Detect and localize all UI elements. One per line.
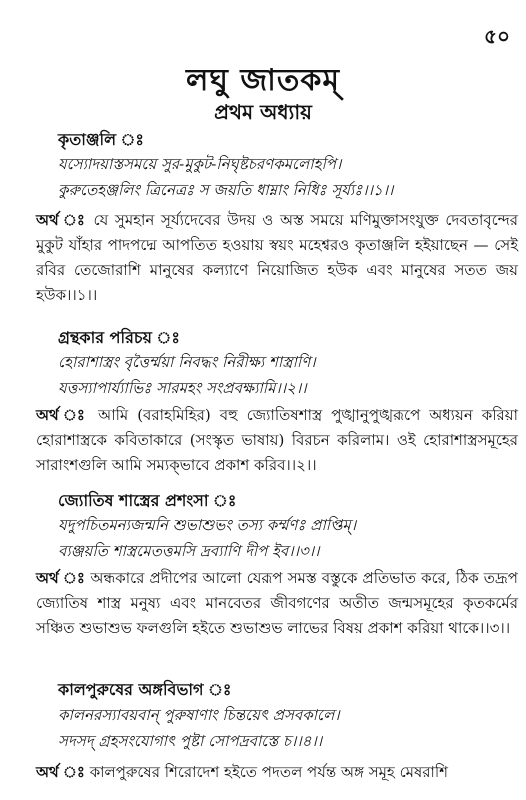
section-heading: জ্যোতিষ শাস্ত্রের প্রশংসা ঃ (58, 491, 237, 510)
meaning-text: আমি (বরাহমিহির) বহু জ্যোতিষশাস্ত্র পুঙ্খানুপুঙ্খরূপে অধ্যয়ন করিয়া হোরাশাস্ত্রকে কবিতাকারে (সংস্কৃত ভাষায়) বিরচন করিলাম। ওই হোরাশাস্ত্রসমূহের সারাংশগুলি আমি সম্যক্‌ভাবে প্রকাশ করিব।।২।। (36, 406, 518, 474)
sanskrit-verse (58, 702, 518, 754)
verse-line: কালনরস্যাবয়বান্ পুরুষাণাং চিন্তয়েৎ প্রসবকালে। (58, 706, 340, 724)
meaning-label: অর্থ ঃ (36, 406, 90, 424)
page-number: ৫০ (484, 24, 510, 48)
verse-line: যদুপচিতমন্যজন্মনি শুভাশুভং তস্য কর্ম্মণঃ প্রাপ্তিম্। (58, 516, 357, 534)
meaning-paragraph (36, 566, 518, 641)
meaning-text: যে সুমহান সূর্য্যদেবের উদয় ও অস্ত সময়ে মণিমুক্তাসংযুক্ত দেবতাবৃন্দের মুকুট যাঁহার পাদপদ্মে আপতিত হওয়ায় স্বয়ং মহেশ্বরও কৃতাঞ্জলি হইয়াছেন — সেই রবির তেজোরাশি মানুষের কল্যাণে নিয়োজিত হউক এবং মানুষের সতত জয় হউক।।১।। (36, 211, 518, 304)
page-title: লঘু জাতকম্ (185, 63, 341, 98)
meaning-label: অর্থ ঃ (36, 569, 86, 587)
verse-line: যস্যোদয়াস্তসময়ে সুর-মুকুট-নিঘৃষ্টচরণকমলোহপি। (58, 155, 342, 173)
section-heading: কৃতাঞ্জলি ঃ (58, 130, 144, 149)
verse-line: কুরুতেহঞ্জলিং ত্রিনেত্রঃ স জয়তি ধাম্নাং নিধিঃ সূর্য্যঃ।।১।। (58, 181, 394, 199)
verse-line: হোরাশাস্ত্রং বৃত্তৈর্ম্ময়া নিবদ্ধং নিরীক্ষ্য শাস্ত্রাণি। (58, 353, 316, 371)
meaning-label: অর্থ ঃ (36, 211, 87, 229)
section-heading: কালপুরুষের অঙ্গবিভাগ ঃ (58, 680, 232, 699)
meaning-paragraph (36, 760, 518, 785)
verse-line: ব্যঞ্জয়তি শাস্ত্রমেতত্তমসি দ্রব্যাণি দীপ ইব।।৩।। (58, 542, 320, 560)
meaning-paragraph (36, 403, 518, 478)
verse-line: সদসদ্ গ্রহসংযোগাৎ পুষ্টা সোপদ্রবাস্তে চ।।৪।। (58, 732, 323, 750)
meaning-label: অর্থ ঃ (36, 763, 85, 781)
sanskrit-verse (58, 349, 518, 401)
meaning-text: অন্ধকারে প্রদীপের আলো যেরূপ সমস্ত বস্তুকে প্রতিভাত করে, ঠিক তদ্রূপ জ্যোতিষ শাস্ত্র মনুষ্য এবং মানবেতর জীবগণের অতীত জন্মসমূহের কৃতকর্মের সঞ্চিত শুভাশুভ ফলগুলি হইতে শুভাশুভ লাভের বিষয় প্রকাশ করিয়া থাকে।।৩।। (36, 569, 518, 637)
meaning-text: কালপুরুষের শিরোদেশ হইতে পদতল পর্যন্ত অঙ্গ সমূহ মেষরাশি (89, 763, 449, 781)
meaning-paragraph (36, 208, 518, 308)
sanskrit-verse (58, 151, 518, 203)
section-heading: গ্রন্থকার পরিচয় ঃ (58, 328, 180, 347)
verse-line: যত্তস্যাপার্য্যাভিঃ সারমহং সংপ্রবক্ষ্যামি।।২।। (58, 379, 307, 397)
chapter-subtitle: প্রথম অধ্যায় (214, 100, 312, 124)
sanskrit-verse (58, 512, 518, 564)
